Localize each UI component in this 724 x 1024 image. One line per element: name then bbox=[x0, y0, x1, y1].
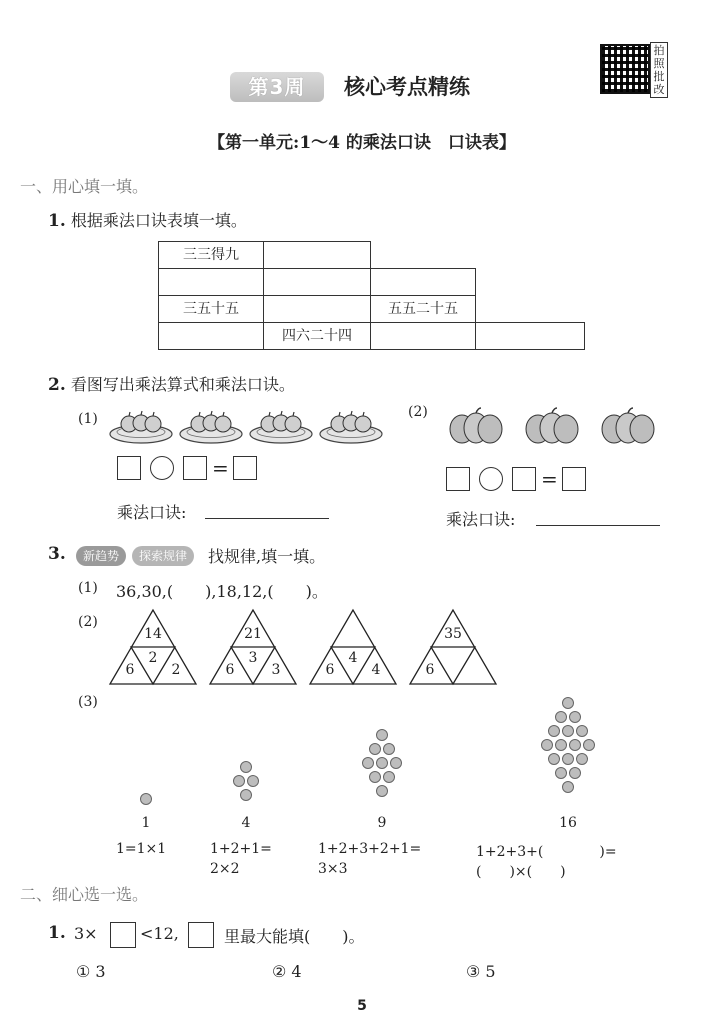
question-text: 3× bbox=[74, 924, 98, 943]
dot bbox=[576, 753, 588, 765]
part-label: (1) bbox=[78, 580, 98, 596]
part-label: (1) bbox=[78, 411, 98, 427]
operator-circle[interactable] bbox=[479, 467, 503, 491]
question-number: 1. bbox=[48, 923, 66, 943]
triangle-mid-number: 2 bbox=[148, 650, 158, 666]
question-1-3 bbox=[48, 544, 448, 568]
equation: 1+2+3+2+1= bbox=[318, 841, 422, 857]
answer-box[interactable] bbox=[188, 922, 214, 948]
table-cell-blank[interactable] bbox=[370, 322, 476, 350]
dot bbox=[562, 753, 574, 765]
dot bbox=[562, 697, 574, 709]
table-cell-blank[interactable] bbox=[263, 241, 371, 269]
equals-sign: = bbox=[212, 456, 229, 480]
dot bbox=[362, 757, 374, 769]
dot bbox=[576, 725, 588, 737]
unit-heading: 【第一单元:1～4 的乘法口诀 口诀表】 bbox=[208, 133, 516, 153]
answer-box[interactable] bbox=[562, 467, 586, 491]
qr-code-icon[interactable] bbox=[600, 44, 650, 94]
dot-count: 1 bbox=[141, 815, 151, 831]
question-text: 里最大能填( )。 bbox=[224, 927, 365, 946]
table-cell-blank[interactable] bbox=[263, 268, 371, 296]
table-cell-blank[interactable] bbox=[475, 322, 585, 350]
question-number: 1. bbox=[48, 211, 66, 231]
question-text: 看图写出乘法算式和乘法口诀。 bbox=[70, 375, 295, 394]
answer-box[interactable] bbox=[512, 467, 536, 491]
dot-count: 4 bbox=[241, 815, 251, 831]
table-cell-blank[interactable] bbox=[158, 268, 264, 296]
dot bbox=[548, 725, 560, 737]
dot-count: 16 bbox=[559, 815, 577, 831]
qr-label: 拍照批改 bbox=[650, 42, 668, 98]
question-1-1 bbox=[48, 208, 247, 231]
dot bbox=[548, 753, 560, 765]
answer-box[interactable] bbox=[110, 922, 136, 948]
part-label: (2) bbox=[78, 614, 98, 630]
dot bbox=[569, 739, 581, 751]
question-number: 2. bbox=[48, 375, 66, 395]
table-cell: 三三得九 bbox=[158, 241, 264, 269]
triangle-right-number: 3 bbox=[271, 662, 281, 678]
operator-circle[interactable] bbox=[150, 456, 174, 480]
table-cell: 四六二十四 bbox=[263, 322, 371, 350]
dot bbox=[562, 725, 574, 737]
page-title: 核心考点精练 bbox=[344, 75, 470, 99]
number-sequence[interactable]: 36,30,( ),18,12,( )。 bbox=[116, 582, 328, 601]
dot bbox=[376, 785, 388, 797]
equation-blank[interactable]: 1+2+3+( )= bbox=[476, 844, 617, 860]
triangle-numbers bbox=[108, 608, 500, 686]
dot bbox=[247, 775, 259, 787]
question-number: 3. bbox=[48, 544, 66, 564]
triangle-mid-number: 4 bbox=[348, 650, 358, 666]
dot bbox=[562, 781, 574, 793]
triangle-left-number: 6 bbox=[425, 662, 435, 678]
dot bbox=[569, 711, 581, 723]
dot bbox=[383, 771, 395, 783]
triangle-right-number: 2 bbox=[171, 662, 181, 678]
answer-line[interactable] bbox=[205, 518, 329, 519]
dot bbox=[240, 761, 252, 773]
equation: 1=1×1 bbox=[116, 841, 167, 857]
question-1-2 bbox=[48, 372, 295, 395]
answer-box[interactable] bbox=[117, 456, 141, 480]
dot bbox=[376, 757, 388, 769]
answer-box[interactable] bbox=[446, 467, 470, 491]
dot bbox=[583, 739, 595, 751]
topic-badge: 探索规律 bbox=[132, 546, 194, 566]
triangle-top-number: 14 bbox=[144, 626, 162, 642]
dot bbox=[555, 767, 567, 779]
part-label: (2) bbox=[408, 404, 428, 420]
dot bbox=[383, 743, 395, 755]
page-number: 5 bbox=[357, 998, 367, 1014]
dot bbox=[555, 739, 567, 751]
apple-plates-icon bbox=[108, 404, 390, 446]
equation: 2×2 bbox=[210, 861, 240, 877]
option-1[interactable]: ① 3 bbox=[76, 962, 106, 981]
part-label: (3) bbox=[78, 694, 98, 710]
trend-badge: 新趋势 bbox=[76, 546, 126, 566]
triangle-mid-number: 3 bbox=[248, 650, 258, 666]
dot bbox=[233, 775, 245, 787]
triangle-top-number: 21 bbox=[244, 626, 262, 642]
dot bbox=[369, 743, 381, 755]
table-cell: 三五十五 bbox=[158, 295, 264, 323]
formula-label: 乘法口诀: bbox=[446, 510, 516, 529]
question-2-1 bbox=[48, 921, 468, 949]
pumpkins-icon bbox=[446, 406, 658, 446]
triangle-left-number: 6 bbox=[125, 662, 135, 678]
formula-label: 乘法口诀: bbox=[117, 503, 187, 522]
question-text: 根据乘法口诀表填一填。 bbox=[70, 211, 247, 230]
section-heading-2: 二、细心选一选。 bbox=[20, 885, 149, 904]
dot bbox=[240, 789, 252, 801]
dot bbox=[541, 739, 553, 751]
dot bbox=[140, 793, 152, 805]
equals-sign: = bbox=[541, 467, 558, 491]
equation: 1+2+1= bbox=[210, 841, 272, 857]
dot-count: 9 bbox=[377, 815, 387, 831]
table-cell-blank[interactable] bbox=[263, 295, 371, 323]
table-cell-blank[interactable] bbox=[370, 268, 476, 296]
question-text: <12, bbox=[140, 924, 179, 943]
answer-box[interactable] bbox=[233, 456, 257, 480]
answer-line[interactable] bbox=[536, 525, 660, 526]
table-cell: 五五二十五 bbox=[370, 295, 476, 323]
dot bbox=[555, 711, 567, 723]
section-heading-1: 一、用心填一填。 bbox=[20, 177, 149, 196]
option-2[interactable]: ② 4 bbox=[272, 962, 302, 981]
triangle-right-number: 4 bbox=[371, 662, 381, 678]
dot bbox=[390, 757, 402, 769]
triangle-left-number: 6 bbox=[225, 662, 235, 678]
week-badge: 第3周 bbox=[230, 72, 324, 102]
dot bbox=[569, 767, 581, 779]
triangle-left-number: 6 bbox=[325, 662, 335, 678]
equation-blank[interactable]: ( )×( ) bbox=[476, 864, 566, 880]
dot bbox=[376, 729, 388, 741]
answer-box[interactable] bbox=[183, 456, 207, 480]
triangle-top-number: 35 bbox=[444, 626, 462, 642]
question-text: 找规律,填一填。 bbox=[208, 547, 326, 566]
dot bbox=[369, 771, 381, 783]
equation: 3×3 bbox=[318, 861, 348, 877]
table-cell-blank[interactable] bbox=[158, 322, 264, 350]
option-3[interactable]: ③ 5 bbox=[466, 962, 496, 981]
